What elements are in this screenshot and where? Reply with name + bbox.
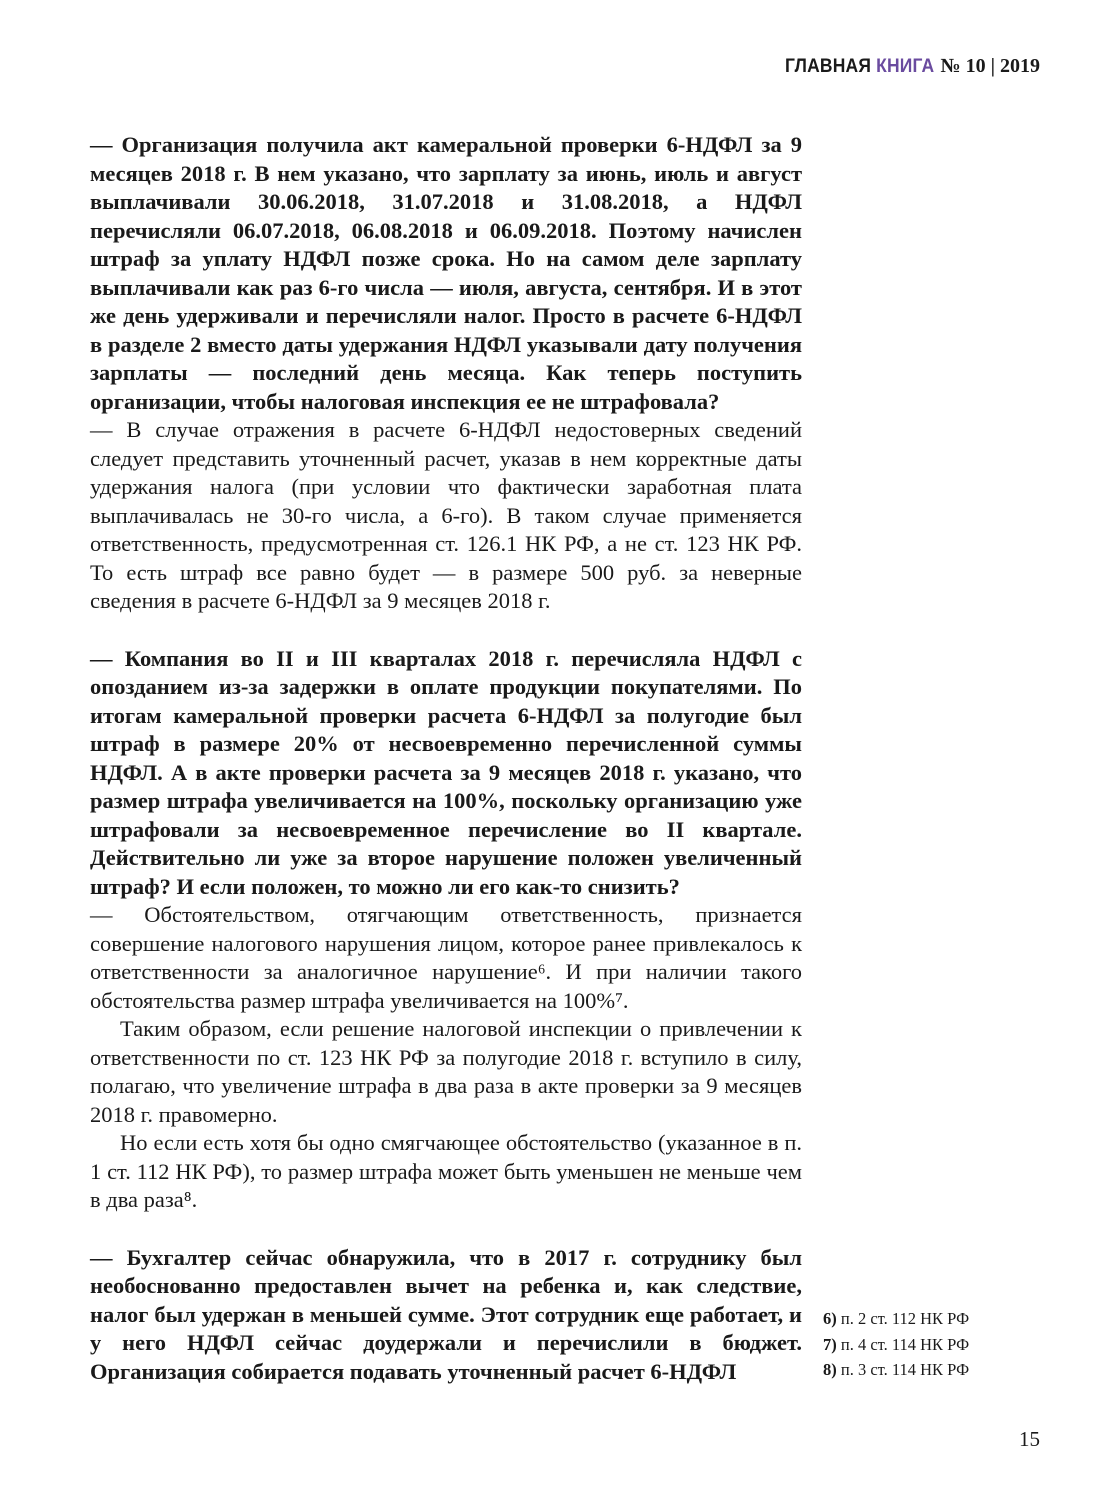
footnote-6-text: п. 2 ст. 112 НК РФ	[840, 1309, 970, 1328]
answer-2-paragraph-2: Таким образом, если решение налоговой инспекции о привлечении к ответственности по ст. 123 НК РФ за полугодие 2018 г. вступило в силу, полагаю, что увеличение штрафа в два раза в акте проверки за 9 месяцев 2018 г. правомерно.	[90, 1016, 802, 1127]
footnote-7-number: 7)	[823, 1334, 837, 1354]
answer-2-paragraph-1: — Обстоятельством, отягчающим ответственность, признается совершение налогового нарушения лицом, которое ранее привлекалось к ответственности за аналогичное нарушение⁶. И при наличии такого обстоятельства размер штрафа увеличивается на 100%⁷.	[90, 902, 802, 1013]
page-number: 15	[1019, 1427, 1040, 1451]
question-2: — Компания во II и III кварталах 2018 г. перечисляла НДФЛ с опозданием из-за задержки в оплате продукции покупателями. По итогам камеральной проверки расчета 6-НДФЛ за полугодие был штраф в размере 20% от несвоевременно перечисленной суммы НДФЛ. А в акте проверки расчета за 9 месяцев 2018 г. указано, что размер штрафа увеличивается на 100%, поскольку организацию уже штрафовали за несвоевременное перечисление во II квартале. Действительно ли уже за второе нарушение положен увеличенный штраф? И если положен, то можно ли его как-то снизить?	[90, 645, 802, 899]
margin-footnotes	[823, 1306, 1053, 1383]
brand-word-kniga: КНИГА	[876, 56, 935, 77]
magazine-brand	[785, 57, 934, 77]
answer-2-paragraph-3: Но если есть хотя бы одно смягчающее обстоятельство (указанное в п. 1 ст. 112 НК РФ), то размер штрафа может быть уменьшен не меньше чем в два раза⁸.	[90, 1130, 802, 1212]
footnote-6	[823, 1306, 1053, 1332]
page-header	[772, 56, 1040, 78]
answer-1-paragraph-1: — В случае отражения в расчете 6-НДФЛ недостоверных сведений следует представить уточненный расчет, указав в нем корректные даты удержания налога (при условии что фактически заработная плата выплачивалась не 30-го числа, а 6-го). В таком случае применяется ответственность, предусмотренная ст. 126.1 НК РФ, а не ст. 123 НК РФ. То есть штраф все равно будет — в размере 500 руб. за неверные сведения в расчете 6-НДФЛ за 9 месяцев 2018 г.	[90, 417, 802, 613]
question-1: — Организация получила акт камеральной проверки 6-НДФЛ за 9 месяцев 2018 г. В нем указано, что зарплату за июнь, июль и август выплачивали 30.06.2018, 31.07.2018 и 31.08.2018, а НДФЛ перечисляли 06.07.2018, 06.08.2018 и 06.09.2018. Поэтому начислен штраф за уплату НДФЛ позже срока. Но на самом деле зарплату выплачивали как раз 6-го числа — июля, августа, сентября. И в этот же день удерживали и перечисляли налог. Просто в расчете 6-НДФЛ в разделе 2 вместо даты удержания НДФЛ указывали дату получения зарплаты — последний день месяца. Как теперь поступить организации, чтобы налоговая инспекция ее не штрафовала?	[90, 132, 802, 414]
footnote-8-text: п. 3 ст. 114 НК РФ	[840, 1360, 970, 1379]
footnote-7-text: п. 4 ст. 114 НК РФ	[840, 1334, 970, 1354]
issue-number: № 10 | 2019	[940, 55, 1040, 77]
question-3: — Бухгалтер сейчас обнаружила, что в 2017 г. сотруднику был необоснованно предоставлен вычет на ребенка и, как следствие, налог был удержан в меньшей сумме. Этот сотрудник еще работает, и у него НДФЛ сейчас доудержали и перечислили в бюджет. Организация собирается подавать уточненный расчет 6-НДФЛ	[90, 1244, 802, 1384]
article-text-column	[90, 131, 802, 1386]
footnote-8-number: 8)	[823, 1360, 837, 1379]
footnote-7	[823, 1332, 1053, 1358]
brand-word-glavnaya: ГЛАВНАЯ	[785, 56, 872, 77]
footnote-6-number: 6)	[823, 1309, 837, 1328]
footnote-8	[823, 1357, 1053, 1383]
